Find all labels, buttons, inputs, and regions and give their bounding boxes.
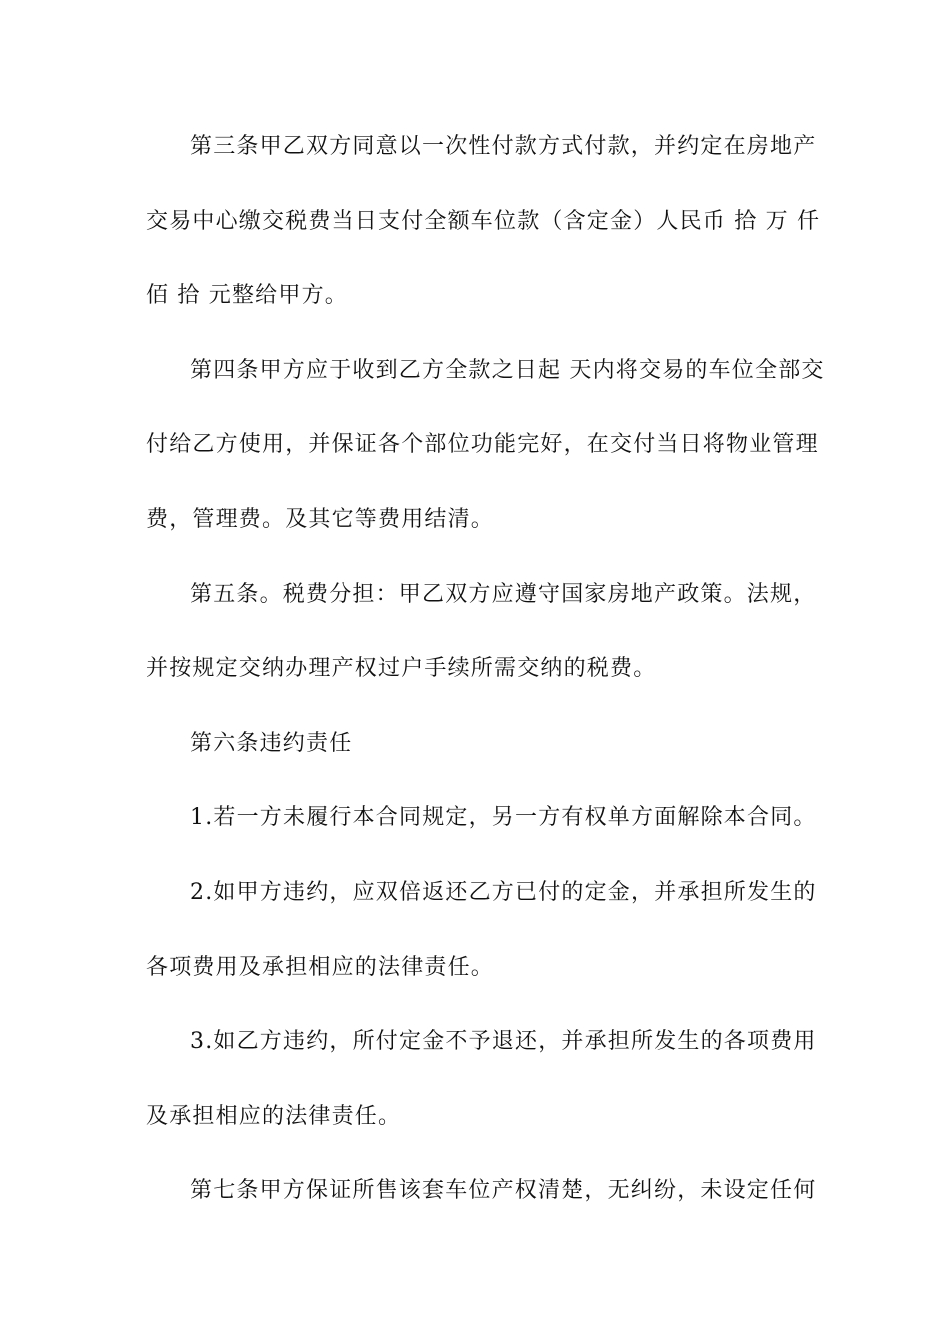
article-3-line-2: 交易中心缴交税费当日支付全额车位款（含定金）人民币 拾 万 仟 [146, 208, 821, 234]
document-body [146, 110, 825, 1229]
clause-1-line-1: 1.若一方未履行本合同规定，另一方有权单方面解除本合同。 [190, 805, 817, 831]
clause-3-line-2: 及承担相应的法律责任。 [146, 1103, 402, 1129]
article-5-line-1: 第五条。税费分担：甲乙双方应遵守国家房地产政策。法规， [190, 581, 817, 607]
article-3-line-1: 第三条甲乙双方同意以一次性付款方式付款，并约定在房地产 [190, 134, 817, 159]
clause-2-line-2: 各项费用及承担相应的法律责任。 [146, 954, 495, 980]
article-5-line-2: 并按规定交纳办理产权过户手续所需交纳的税费。 [146, 656, 657, 682]
clause-3-line-1: 3.如乙方违约，所付定金不予退还，并承担所发生的各项费用 [190, 1029, 817, 1055]
article-4-line-1: 第四条甲方应于收到乙方全款之日起 天内将交易的车位全部交 [190, 357, 825, 383]
clause-2-line-1: 2.如甲方违约，应双倍返还乙方已付的定金，并承担所发生的 [190, 879, 817, 905]
article-7-line-1: 第七条甲方保证所售该套车位产权清楚，无纠纷，未设定任何 [190, 1178, 817, 1204]
article-6-heading: 第六条违约责任 [190, 730, 353, 756]
article-4-line-3: 费，管理费。及其它等费用结清。 [146, 506, 495, 532]
article-3-line-3: 佰 拾 元整给甲方。 [146, 283, 348, 309]
article-4-line-2: 付给乙方使用，并保证各个部位功能完好，在交付当日将物业管理 [146, 432, 819, 458]
